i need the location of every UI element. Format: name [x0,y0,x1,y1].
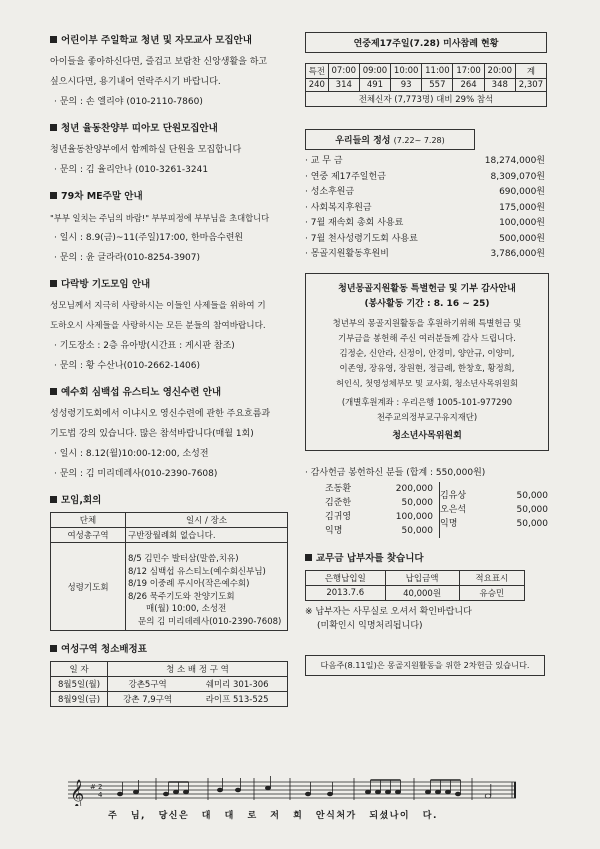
payer-note: (미확인시 익명처리됩니다) [317,620,423,631]
square-bullet-icon [50,124,57,131]
payer-section [305,550,555,633]
music-staff [68,776,518,826]
table-cell: 강촌 7,9구역 [108,692,188,707]
notice-title: 청년몽골지원활동 특별헌금 및 기부 감사안내 [338,283,516,294]
table-header: 특전 [306,64,329,79]
square-bullet-icon [50,388,57,395]
table-cell: 여성총구역 [51,528,126,543]
section-prayer-meeting [50,276,290,376]
mongolia-notice-box: 청년몽골지원활동 특별헌금 및 기부 감사안내 (봉사활동 기간 : 8. 16 ~ 25) 청년부의 몽골지원활동을 후원하기위해 특별헌금 및 기부금을 봉헌해 주신 여러분들께 감사 드립니다. 김정순, 신안라, 신정이, 안경미, 양안규, 이양미, 이존영, 장유영, 장원현, 정금례, 한창호, 황정희, 허인식, 첫영성체부모 및 교사회, 청소년사목위원회 (개별후원계좌 : 우리은행 1005-101-977290 천주교의정부교구유지재단) 청소년사목위원회 [305,273,549,451]
payer-table [305,570,525,601]
svg-text:2: 2 [98,783,103,791]
hymn-lyrics: 주 님, 당신은 대 대 로 저 희 안식처가 되셨나이 다. [108,811,438,821]
table-header: 적요표시 [459,570,524,585]
table-cell: 8월5일(월) [51,677,108,692]
table-header: 단체 [51,513,126,528]
table-cell: 348 [484,79,515,92]
list-item: 익명 50,000 [440,518,548,529]
payer-note: ※ 납부자는 사무실로 오셔서 확인바랍니다 [305,606,472,617]
notice-signature: 청소년사목위원회 [392,430,462,441]
table-cell [126,543,288,631]
attendance-summary: 전체신자 (7,773명) 대비 29% 참석 [306,92,547,107]
schedule-line: 8/26 묵주기도와 찬양기도회 [128,591,235,602]
table-header: 일시 / 장소 [126,513,288,528]
thanks-title: · 감사헌금 봉헌하신 분들 (합계 : 550,000원) [305,467,486,478]
table-header: 은행납입일 [306,570,386,585]
table-cell: 쉐미리 301-306 [187,677,287,692]
finance-title: 우리들의 정성 [335,136,391,146]
table-cell: 라이프 513-525 [187,692,287,707]
schedule-line: 8/19 이중례 루시아(작은예수회) [128,579,250,589]
list-item: · 사회복지후원금 175,000원 [305,202,545,213]
list-item: 익명 50,000 [325,525,433,536]
paragraph: 청년율동찬양부에서 함께하실 단원을 모집합니다 [50,145,242,155]
section-dance-choir [50,120,290,180]
section-title: 다락방 기도모임 안내 [61,279,151,290]
square-bullet-icon [50,280,57,287]
section-title: 79차 ME주말 안내 [61,191,143,202]
section-spiritual-exercise [50,384,290,484]
section-title: 어린이부 주일학교 청년 및 자모교사 모집안내 [61,35,252,46]
table-cell: 264 [453,79,484,92]
list-item: 김유상 50,000 [440,490,548,501]
contact-line: · 문의 : 김 율리안나 (010-3261-3241 [54,165,209,175]
schedule-line: 매(월) 10:00, 소성전 [146,604,227,614]
list-item: 조동환 200,000 [325,483,433,494]
table-cell: 557 [422,79,453,92]
table-cell: 93 [391,79,422,92]
paragraph: 도하오시 사제들을 사랑하시는 모든 분들의 참여바랍니다. [50,321,266,331]
table-header: 09:00 [359,64,390,79]
paragraph: "부부 일치는 주님의 바람!" 부부피정에 부부님을 초대합니다 [50,213,270,223]
square-bullet-icon [50,192,57,199]
finance-period: (7.22~ 7.28) [393,136,445,145]
list-item: · 7월 재속회 총회 사용료 100,000원 [305,218,545,228]
square-bullet-icon [50,645,57,652]
cleaning-table [50,661,288,707]
table-header: 납입금액 [385,570,459,585]
table-cell: 강촌5구역 [108,677,188,692]
list-item: 오은석 50,000 [440,504,548,515]
table-cell: 240 [306,79,329,92]
section-title: 청년 율동찬양부 띠아모 단원모집안내 [61,123,218,134]
section-title: 예수회 심백섭 유스티노 영신수련 안내 [61,387,222,398]
thanks-section [305,465,548,538]
attendance-title: 연중제17주일(7.28) 미사참례 현황 [305,32,547,53]
square-bullet-icon [305,554,312,561]
list-item: 김귀영 100,000 [325,511,433,522]
next-week-notice: 다음주(8.11일)은 몽골지원활동을 위한 2차헌금 있습니다. [305,655,545,676]
table-header: 10:00 [391,64,422,79]
schedule-line: 8/5 김민수 발터삼(말씀,치유) [128,554,239,564]
schedule-line: 문의 김 미리데레사(010-2390-7608) [138,616,282,627]
table-cell: 2,307 [515,79,546,92]
date-line: · 일시 : 8.12(월)10:00-12:00, 소성전 [54,449,209,459]
table-cell: 성령기도회 [51,543,126,631]
table-cell: 491 [359,79,390,92]
table-header: 일 자 [51,662,108,677]
svg-text:𝄞: 𝄞 [70,779,85,806]
table-cell: 구반장월례회 없습니다. [126,528,288,543]
table-header: 계 [515,64,546,79]
paragraph: 싶으시다면, 용기내어 연락주시기 바랍니다. [50,77,221,87]
table-header: 07:00 [328,64,359,79]
list-item: · 교 무 금 18,274,000원 [305,156,545,166]
paragraph: 기도법 강의 있습니다. 많은 참석바랍니다(매월 1회) [50,429,254,439]
section-teacher-recruit [50,32,290,112]
attendance-table [305,63,547,107]
table-header: 17:00 [453,64,484,79]
square-bullet-icon [50,496,57,503]
list-item: · 연중 제17주일헌금 8,309,070원 [305,171,545,182]
finance-list [305,154,545,263]
section-me-weekend [50,188,290,268]
paragraph: 성모님께서 지극히 사랑하시는 이들인 사제들을 위하여 기 [50,301,266,311]
meetings-table [50,512,288,631]
section-title: 교무금 납부자를 찾습니다 [316,552,424,564]
table-cell: 2013.7.6 [306,585,386,600]
date-line: · 일시 : 8.9(금)~11(주일)17:00, 한마음수련원 [54,233,244,243]
section-title: 여성구역 청소배정표 [61,644,147,655]
section-cleaning [50,641,290,707]
staff-notation-icon [68,776,518,806]
finance-section [305,129,555,263]
table-cell: 40,000원 [385,585,459,600]
place-line: · 기도장소 : 2층 유아방(시간표 : 게시판 참조) [54,341,235,351]
list-item: 김준한 50,000 [325,497,433,508]
square-bullet-icon [50,36,57,43]
notice-period: (봉사활동 기간 : 8. 16 ~ 25) [364,298,490,309]
paragraph: 아이들을 좋아하신다면, 즐겁고 보람찬 신앙생활을 하고 [50,57,268,67]
table-cell: 314 [328,79,359,92]
attendance-section [305,32,555,107]
table-header: 20:00 [484,64,515,79]
table-cell: 유승민 [459,585,524,600]
paragraph: 성성령기도회에서 이냐시오 영신수련에 관한 주요흐름과 [50,409,271,419]
list-item: · 성소후원금 690,000원 [305,187,545,197]
table-cell: 8월9일(금) [51,692,108,707]
svg-text:4: 4 [98,791,103,799]
list-item: · 몽골지원활동후원비 3,786,000원 [305,249,545,259]
contact-line: · 문의 : 황 수산나(010-2662-1406) [54,361,201,371]
table-header: 청 소 배 정 구 역 [108,662,288,677]
right-column [305,32,555,676]
section-meetings [50,492,290,631]
list-item: · 7월 천사성령기도회 사용료 500,000원 [305,233,545,244]
contact-line: · 문의 : 손 엘리야 (010-2110-7860) [54,97,203,107]
schedule-line: 8/12 심백섭 유스티노(예수회신부님) [128,566,266,577]
section-title: 모임,회의 [61,495,102,506]
contact-line: · 문의 : 김 미리데레사(010-2390-7608) [54,469,218,479]
svg-text:#: # [90,783,96,791]
table-header: 11:00 [422,64,453,79]
contact-line: · 문의 : 윤 글라라(010-8254-3907) [54,253,201,263]
left-column [50,32,290,707]
